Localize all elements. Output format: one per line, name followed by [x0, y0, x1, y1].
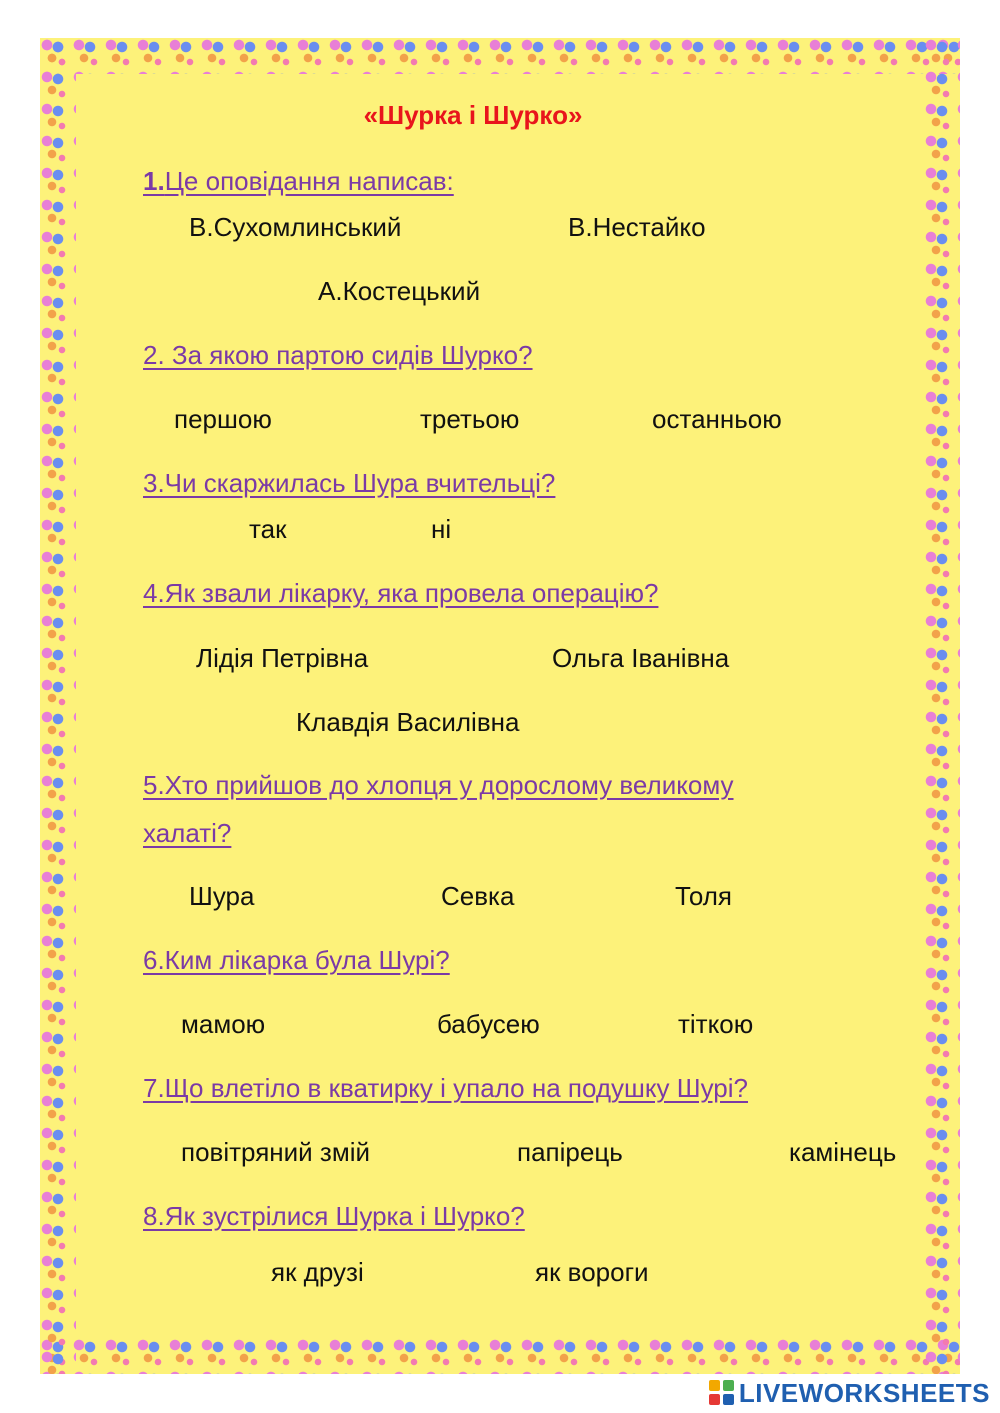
q5-option-1[interactable]: Шура: [189, 881, 255, 911]
q8-option-1[interactable]: як друзі: [271, 1257, 364, 1287]
q6-option-3[interactable]: тіткою: [678, 1009, 754, 1039]
q3-option-2[interactable]: ні: [431, 514, 452, 544]
question-6: 6.Ким лікарка була Шурі?: [143, 945, 450, 975]
q7-option-1[interactable]: повітряний змій: [181, 1137, 371, 1167]
question-3: 3.Чи скаржилась Шура вчительці?: [143, 468, 556, 498]
q3-option-1[interactable]: так: [249, 514, 287, 544]
question-1-number: 1.: [143, 166, 165, 196]
q7-option-2[interactable]: папірець: [517, 1137, 623, 1167]
q1-option-3[interactable]: А.Костецький: [318, 276, 481, 306]
q1-option-2[interactable]: В.Нестайко: [568, 212, 706, 242]
q4-option-3[interactable]: Клавдія Василівна: [296, 707, 520, 737]
question-1-text: Це оповідання написав:: [164, 166, 454, 196]
question-1: [143, 166, 454, 197]
q8-option-2[interactable]: як вороги: [535, 1257, 649, 1287]
question-2: 2. За якою партою сидів Шурко?: [143, 340, 533, 370]
liveworksheets-logo-icon: [709, 1380, 735, 1406]
q5-option-2[interactable]: Севка: [441, 881, 515, 911]
liveworksheets-logo-text: LIVEWORKSHEETS: [738, 1377, 990, 1408]
question-4: 4.Як звали лікарку, яка провела операцію?: [143, 578, 659, 608]
question-7: 7.Що влетіло в кватирку і упало на подушку Шурі?: [143, 1073, 749, 1103]
question-8: 8.Як зустрілися Шурка і Шурко?: [143, 1201, 525, 1231]
q1-option-1[interactable]: В.Сухомлинський: [189, 212, 402, 242]
q2-option-1[interactable]: першою: [174, 404, 272, 434]
page-title: «Шурка і Шурко»: [363, 100, 583, 130]
liveworksheets-logo: [709, 1378, 990, 1408]
q2-option-2[interactable]: третьою: [420, 404, 520, 434]
q7-option-3[interactable]: камінець: [789, 1137, 897, 1167]
q4-option-2[interactable]: Ольга Іванівна: [552, 643, 730, 673]
question-5-line-2: халаті?: [143, 818, 232, 848]
q6-option-2[interactable]: бабусею: [437, 1009, 540, 1039]
q4-option-1[interactable]: Лідія Петрівна: [196, 643, 369, 673]
q5-option-3[interactable]: Толя: [675, 881, 732, 911]
q2-option-3[interactable]: останньою: [652, 404, 782, 434]
q6-option-1[interactable]: мамою: [181, 1009, 266, 1039]
question-5-line-1: 5.Хто прийшов до хлопця у дорослому великому: [143, 770, 734, 800]
